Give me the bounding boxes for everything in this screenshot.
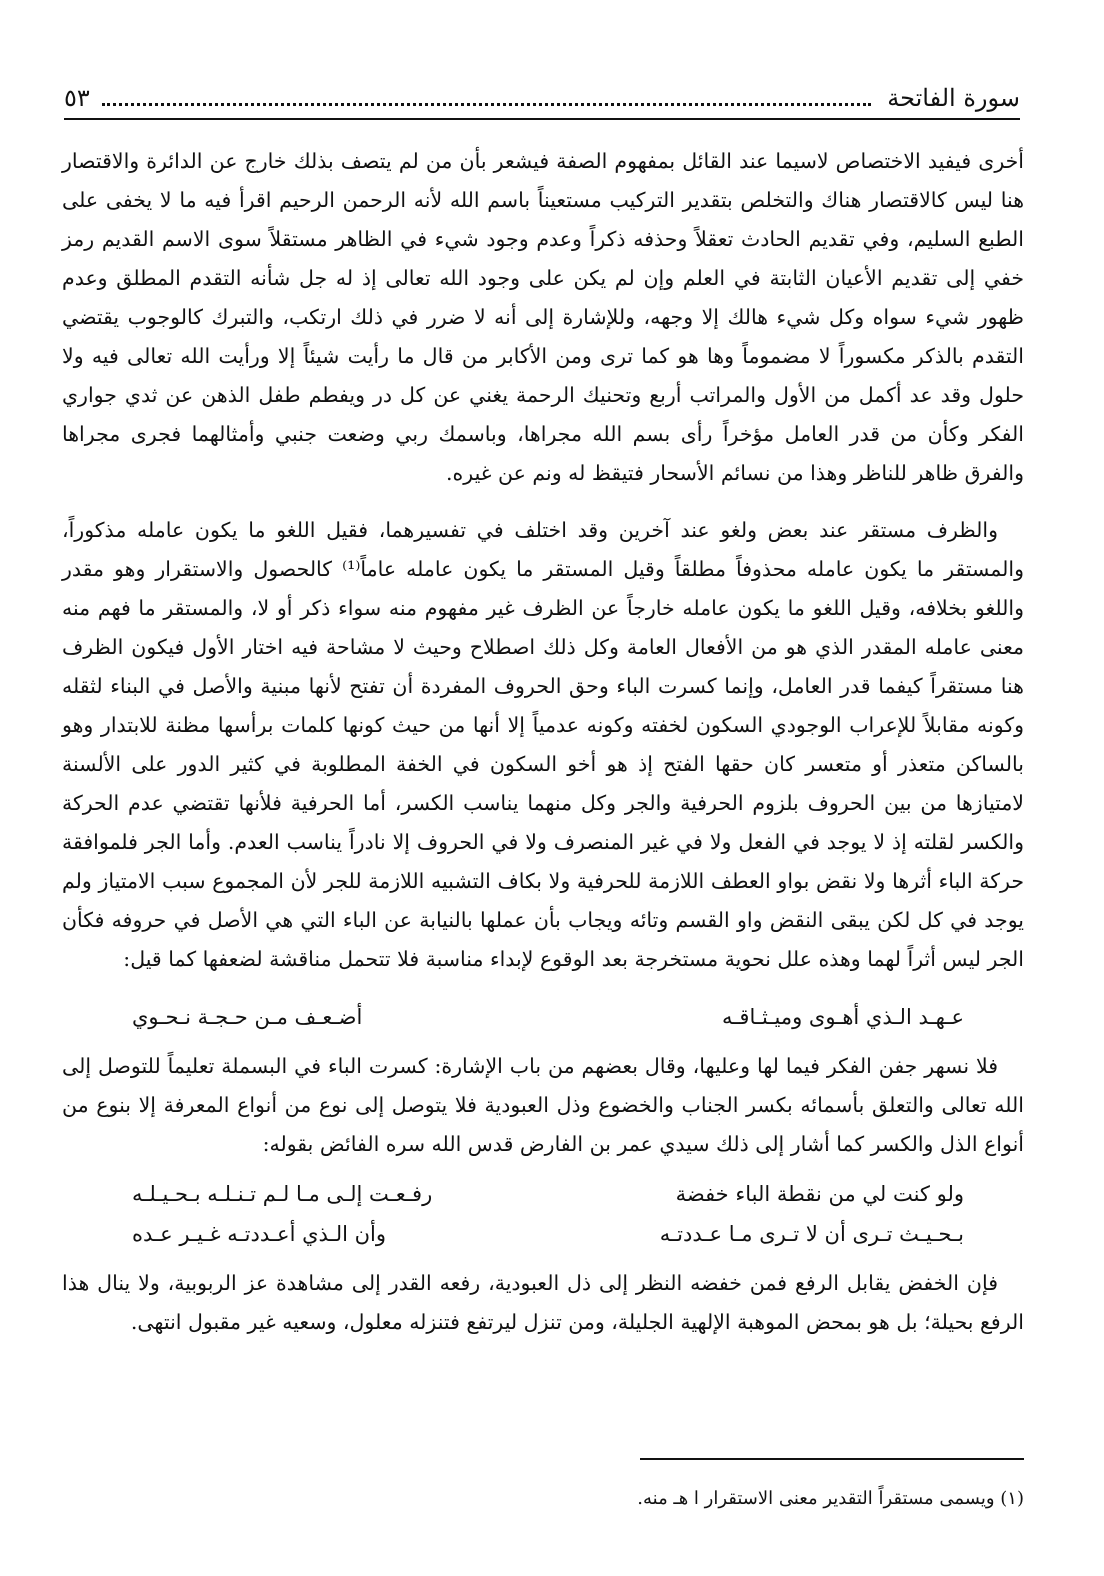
paragraph-1: أخرى فيفيد الاختصاص لاسيما عند القائل بمفهوم الصفة فيشعر بأن من لم يتصف بذلك خارج عن الدائرة والاقتصار هنا ليس كالاقتصار هناك والتخلص بتقدير التركيب مستعيناً باسم الله لأنه الرحمن الرحيم اقرأ فيه ما لا يخفى على الطبع السليم، وفي تقديم الحادث تعقلاً وحذفه ذكراً وعدم وجود شيء في الظاهر مستقلاً سوى الاسم القديم رمز خفي إلى تقديم الأعيان الثابتة في العلم وإن لم يكن على وجود الله تعالى إذ له جل شأنه التقدم المطلق وعدم ظهور شيء سواه وكل شيء هالك إلا وجهه، وللإشارة إلى أنه لا ضرر في ذلك ارتكب، والتبرك كالوجوب يقتضي التقدم بالذكر مكسوراً لا مضموماً وها هو كما ترى ومن الأكابر من قال ما رأيت شيئاً إلا ورأيت الله تعالى فيه ولا حلول وقد عد أكمل من الأول والمراتب أربع وتحنيك الرحمة يغني عن كل در ويفطم طفل الذهن عن ثدي جواري الفكر وكأن من قدر العامل مؤخراً رأى بسم الله مجراها، وباسمك ربي وضعت جنبي وأمثالهما فجرى مجراها والفرق ظاهر للناظر وهذا من نسائم الأسحار فتيقظ له ونم عن غيره.	[62, 149, 1024, 485]
verse-2-second-hemistich: رفـعـت إلـى مـا لـم تـنـلـه بـحـيـلـه	[132, 1182, 433, 1206]
paragraph-3: فلا نسهر جفن الفكر فيما لها وعليها، وقال بعضهم من باب الإشارة: كسرت الباء في البسملة تعليماً للتوصل إلى الله تعالى والتعلق بأسمائه بكسر الجناب والخضوع وذل العبودية فلا يتوصل إلى نوع من أنواع المعرفة إلا بنوع من أنواع الذل والكسر كما أشار إلى ذلك سيدي عمر بن الفارض قدس الله سره الفائض بقوله:	[62, 1054, 1024, 1156]
poem-verse-2	[62, 1174, 1024, 1214]
surah-title: سورة الفاتحة	[887, 84, 1020, 112]
verse-1-first-hemistich: عـهـد الـذي أهـوى وميـثـاقـه	[722, 1005, 964, 1029]
verse-2-first-hemistich: ولو كنت لي من نقطة الباء خفضة	[675, 1182, 964, 1206]
verse-1-second-hemistich: أضـعـف مـن حـجـة نـحـوي	[132, 1005, 363, 1029]
poem-verse-1	[62, 997, 1024, 1037]
footnote-separator	[640, 1458, 1024, 1460]
leader-dots	[102, 103, 871, 106]
page-number: ٥٣	[64, 84, 90, 112]
page-body	[62, 142, 1024, 1342]
verse-3-second-hemistich: وأن الـذي أعـددتـه غـيـر عـده	[132, 1222, 387, 1246]
footnote: (١) ويسمى مستقراً التقدير معنى الاستقرار ا هـ منه.	[637, 1488, 1024, 1509]
poem-verse-3	[62, 1214, 1024, 1254]
running-header	[64, 78, 1020, 120]
paragraph-2: والظرف مستقر عند بعض ولغو عند آخرين وقد اختلف في تفسيرهما، فقيل اللغو ما يكون عامله مذكوراً، والمستقر ما يكون عامله محذوفاً مطلقاً وقيل المستقر ما يكون عامله عاماً⁽¹⁾ كالحصول والاستقرار وهو مقدر واللغو بخلافه، وقيل اللغو ما يكون عامله خارجاً عن الظرف غير مفهوم منه سواء ذكر أو لا، والمستقر ما فهم منه معنى عامله المقدر الذي هو من الأفعال العامة وكل ذلك اصطلاح وحيث لا مشاحة فيه اختار الأول فيكون الظرف هنا مستقراً كيفما قدر العامل، وإنما كسرت الباء وحق الحروف المفردة أن تفتح لأنها مبنية والأصل في البناء لثقله وكونه مقابلاً للإعراب الوجودي السكون لخفته وكونه عدمياً إلا أنها من حيث كونها كلمات برأسها مظنة للابتدار وهو بالساكن متعذر أو متعسر كان حقها الفتح إذ هو أخو السكون في الخفة المطلوبة في كثير الدور على الألسنة لامتيازها من بين الحروف بلزوم الحرفية والجر وكل منهما يناسب الكسر، أما الحرفية فلأنها تقتضي عدم الحركة والكسر لقلته إذ لا يوجد في الفعل ولا في غير المنصرف ولا في الحروف إلا نادراً يناسب العدم. وأما الجر فلموافقة حركة الباء أثرها ولا نقض بواو العطف اللازمة للحرفية ولا بكاف التشبيه اللازمة للجر لأن المجموع سبب الامتياز ولم يوجد في كل لكن يبقى النقض واو القسم وتائه ويجاب بأن عملها بالنيابة عن الباء التي هي الأصل في حروفه فكأن الجر ليس أثراً لهما وهذه علل نحوية مستخرجة بعد الوقوع لإبداء مناسبة فلا تتحمل مناقشة لضعفها كما قيل:	[62, 518, 1024, 971]
verse-3-first-hemistich: بـحـيـث تـرى أن لا تـرى مـا عـددتـه	[659, 1222, 964, 1246]
paragraph-4: فإن الخفض يقابل الرفع فمن خفضه النظر إلى ذل العبودية، رفعه القدر إلى مشاهدة عز الربوبية، ولا ينال هذا الرفع بحيلة؛ بل هو بمحض الموهبة الإلهية الجليلة، ومن تنزل ليرتفع فتنزله معلول، وسعيه غير مقبول انتهى.	[62, 1271, 1024, 1334]
